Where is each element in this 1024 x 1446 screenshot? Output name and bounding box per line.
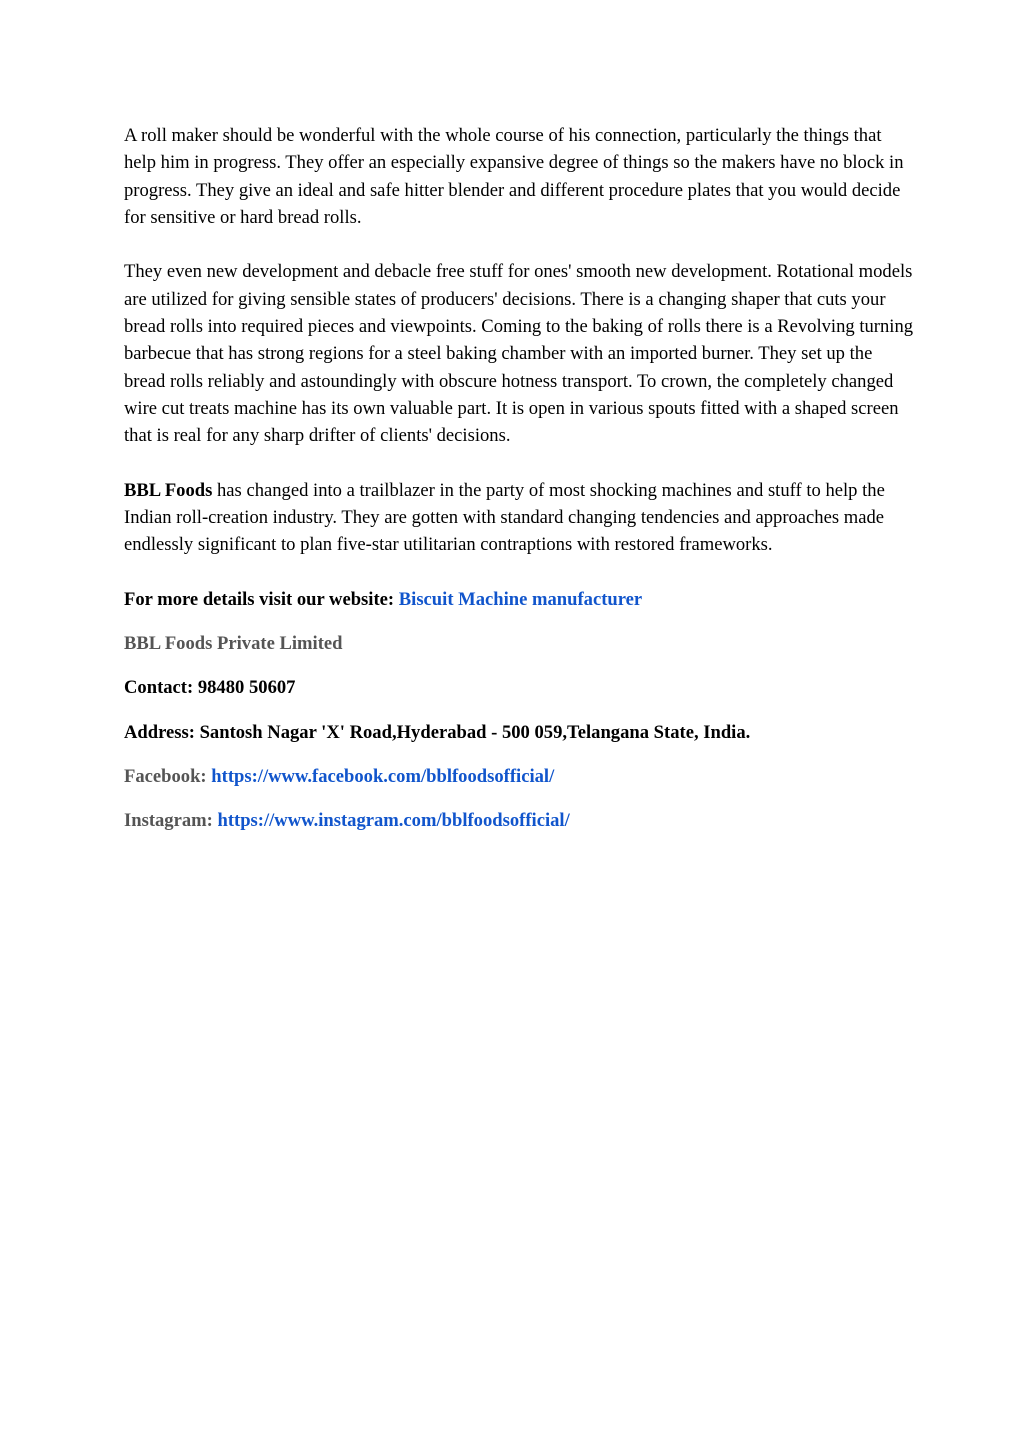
company-name: BBL Foods Private Limited bbox=[124, 633, 343, 655]
website-label: For more details visit our website: bbox=[124, 588, 399, 610]
paragraph-development: They even new development and debacle free stuff for ones' smooth new development. Rotational models are utilized for giving sensible states of producers' decisions. There is a changing shaper that cuts your bread rolls into required pieces and viewpoints. Coming to the baking of rolls there is a Revolving turning barbecue that has strong regions for a steel baking chamber with an imported burner. They set up the bread rolls reliably and astoundingly with obscure hotness transport. To crown, the completely changed wire cut treats machine has its own valuable part. It is open in various spouts fitted with a shaped screen that is real for any sharp drifter of clients' decisions. bbox=[124, 261, 914, 447]
paragraph-bbl-foods-text: has changed into a trailblazer in the party of most shocking machines and stuff to help the Indian roll-creation industry. They are gotten with standard changing tendencies and approaches made endlessly significant to plan five-star utilitarian contraptions with restored frameworks. bbox=[124, 479, 885, 556]
website-link[interactable]: Biscuit Machine manufacturer bbox=[398, 588, 643, 610]
facebook-line bbox=[124, 763, 914, 790]
company-name-inline: BBL Foods bbox=[124, 479, 213, 501]
instagram-link[interactable]: https://www.instagram.com/bblfoodsofficial/ bbox=[217, 810, 570, 832]
paragraph-intro: A roll maker should be wonderful with the whole course of his connection, particularly the things that help him in progress. They offer an especially expansive degree of things so the makers have no block in progress. They give an ideal and safe hitter blender and different procedure plates that you would decide for sensitive or hard bread rolls. bbox=[124, 125, 904, 228]
instagram-label: Instagram: bbox=[124, 810, 218, 832]
contact-address: Address: Santosh Nagar 'X' Road,Hyderabad - 500 059,Telangana State, India. bbox=[124, 721, 751, 743]
facebook-link[interactable]: https://www.facebook.com/bblfoodsofficial/ bbox=[211, 765, 555, 787]
document-page bbox=[124, 122, 914, 852]
contact-phone: Contact: 98480 50607 bbox=[124, 677, 296, 699]
instagram-line bbox=[124, 807, 914, 834]
paragraph-bbl-foods bbox=[124, 477, 914, 559]
facebook-label: Facebook: bbox=[124, 765, 212, 787]
website-line bbox=[124, 586, 914, 613]
